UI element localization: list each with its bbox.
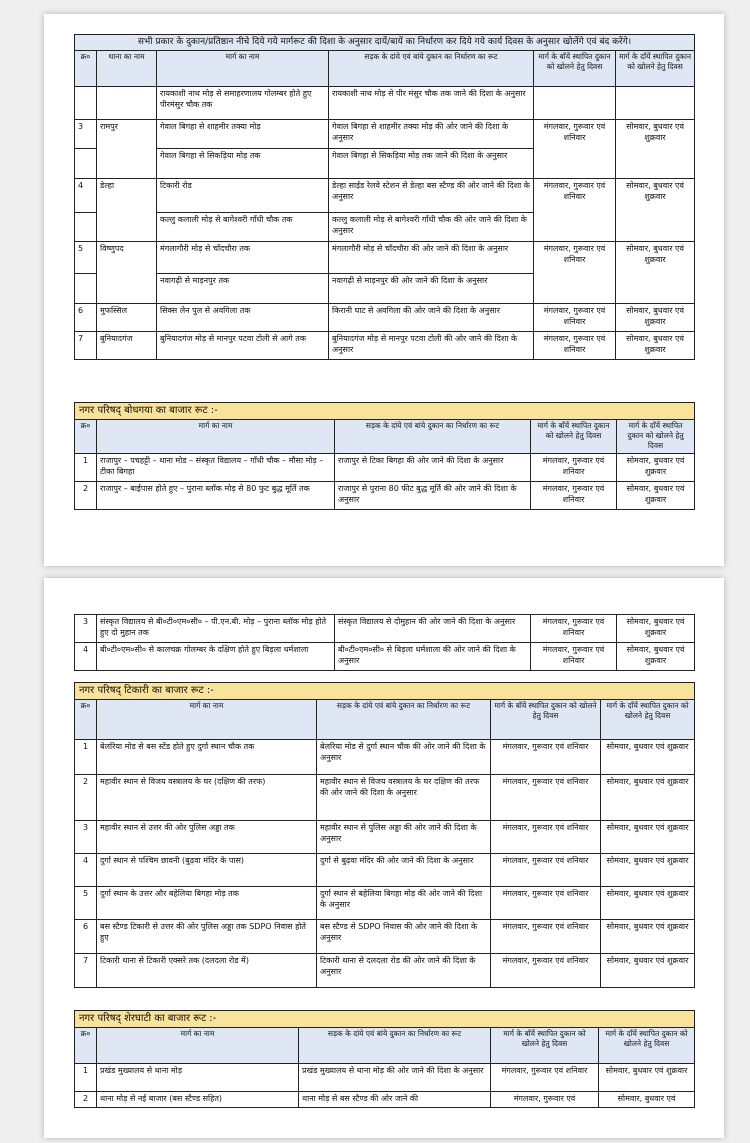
table-row	[75, 454, 695, 482]
header-serial: क्र०	[75, 51, 97, 87]
cell-route: दुर्गा से बुढ़वा मंदिर की ओर जाने की दिशा के अनुसार	[317, 854, 491, 887]
cell-serial: 3	[75, 615, 97, 643]
cell-right-days: सोमवार, बुधवार एवं शुक्रवार	[601, 740, 695, 775]
cell-marg: बस स्टैण्ड टिकारी से उत्तर की ओर पुलिस अड्डा तक SDPO निवास होते हुए	[97, 920, 317, 954]
cell-serial: 3	[75, 120, 97, 149]
cell-route: राजापुर से टिका बिगहा की ओर जाने की दिशा के अनुसार	[335, 454, 531, 482]
cell-left-days: मंगलवार, गुरूवार एवं शनिवार	[491, 854, 601, 887]
cell-route: कल्लु कलाली मोड़ से बागेश्वरी गाँधी चौक की ओर जाने की दिशा के अनुसार	[329, 213, 534, 242]
cell-thana: मुफस्सिल	[97, 304, 157, 332]
cell-route: किरानी घाट से अवगिला की ओर जाने की दिशा के अनुसार	[329, 304, 534, 332]
cell-serial: 2	[75, 1092, 97, 1108]
cell-thana: रामपुर	[97, 120, 157, 179]
cell-serial: 6	[75, 304, 97, 332]
table-row	[75, 615, 695, 643]
cell-marg: प्रखंड मुख्यालय से थाना मोड़	[97, 1064, 299, 1092]
table-row	[75, 954, 695, 988]
header-right-days: मार्ग के दाँयें स्थापित दुकान को खोलने हेतु दिवस	[616, 51, 695, 87]
table-row	[75, 87, 695, 120]
document-page-2	[44, 578, 724, 1138]
cell-right-days: सोमवार, बुधवार एवं शुक्रवार	[616, 242, 695, 304]
cell-left-days: मंगलवार, गुरूवार एवं शनिवार	[491, 920, 601, 954]
cell-marg: टिकारी रोड	[157, 179, 329, 213]
cell-left-days: मंगलवार, गुरूवार एवं शनिवार	[534, 120, 616, 179]
cell-thana: बुनियादगंज	[97, 332, 157, 360]
header-marg: मार्ग का नाम	[97, 1028, 299, 1064]
cell-route: बेलरिया मोड से दुर्गा स्थान चौक की ओर जाने की दिशा के अनुसार	[317, 740, 491, 775]
cell-route: रायकाशी नाथ मोड़ से पीर मंसुर चौक तक जाने की दिशा के अनुसार	[329, 87, 534, 120]
cell-left-days	[534, 87, 616, 120]
tekari-title: नगर परिषद् टिकारी का बाजार रूट :-	[75, 683, 695, 700]
cell-serial: 4	[75, 179, 97, 213]
document-page-1	[44, 14, 724, 566]
cell-serial: 6	[75, 920, 97, 954]
cell-right-days: सोमवार, बुधवार एवं शुक्रवार	[616, 332, 695, 360]
cell-right-days: सोमवार, बुधवार एवं शुक्रवार	[617, 482, 695, 510]
table-row	[75, 920, 695, 954]
cell-serial: 5	[75, 887, 97, 920]
table-row	[75, 304, 695, 332]
cell-serial: 1	[75, 740, 97, 775]
cell-marg: दुर्गा स्थान के उत्तर और बहेलिया बिगहा मोड़ तक	[97, 887, 317, 920]
table-row	[75, 120, 695, 149]
header-right-days: मार्ग के दाँयें स्थापित दुकान को खोलने हेतु दिवस	[601, 700, 695, 740]
cell-serial: 7	[75, 954, 97, 988]
table-row	[75, 242, 695, 274]
cell-serial: 7	[75, 332, 97, 360]
header-serial: क्र०	[75, 700, 97, 740]
cell-serial: 4	[75, 643, 97, 671]
cell-marg: महावीर स्थान से उत्तर की ओर पुलिस अड्डा तक	[97, 821, 317, 854]
cell-right-days: सोमवार, बुधवार एवं शुक्रवार	[616, 179, 695, 242]
cell-route: राजापुर से पुराना 80 फीट बुद्ध मूर्ति की ओर जाने की दिशा के अनुसार	[335, 482, 531, 510]
header-right-days: मार्ग के दाँयें स्थापित दुकान को खोलने हेतु दिवस	[617, 420, 695, 454]
cell-marg: महावीर स्थान से विजय वस्त्रालय के घर (दक्षिण की तरफ)	[97, 775, 317, 821]
cell-left-days: मंगलवार, गुरूवार एवं शनिवार	[531, 454, 617, 482]
cell-left-days: मंगलवार, गुरूवार एवं शनिवार	[531, 482, 617, 510]
cell-left-days: मंगलवार, गुरूवार एवं शनिवार	[531, 643, 617, 671]
cell-right-days: सोमवार, बुधवार एवं शुक्रवार	[601, 920, 695, 954]
cell-marg: गेवाल बिगहा से सिकड़िया मोड़ तक	[157, 149, 329, 179]
header-route: सड़क के दांये एवं बांये दुकान का निर्धारण का रूट	[299, 1028, 491, 1064]
cell-route: संस्कृत विद्यालय से दोमुहान की ओर जाने की दिशा के अनुसार	[335, 615, 531, 643]
cell-right-days: सोमवार, बुधवार एवं	[599, 1092, 695, 1108]
cell-serial: 5	[75, 242, 97, 274]
table-row	[75, 482, 695, 510]
cell-route: मंगलागौरी मोड़ से चाँदचौरा की ओर जाने की दिशा के अनुसार	[329, 242, 534, 274]
cell-left-days: मंगलवार, गुरूवार एवं शनिवार	[534, 332, 616, 360]
table-row	[75, 643, 695, 671]
cell-marg: मंगलागौरी मोड़ से चाँदचौरा तक	[157, 242, 329, 274]
cell-route: टिकारी थाना से दलदला रोड की ओर जाने की दिशा के अनुसार	[317, 954, 491, 988]
cell-right-days: सोमवार, बुधवार एवं शुक्रवार	[601, 854, 695, 887]
cell-left-days: मंगलवार, गुरूवार एवं शनिवार	[534, 242, 616, 304]
cell-serial: 4	[75, 854, 97, 887]
cell-left-days: मंगलवार, गुरूवार एवं शनिवार	[491, 1064, 599, 1092]
cell-marg: राजापुर – पचहट्टी – थाना मोड – संस्कृत विद्यालय – गाँधी चौक – मौसा मोड़ – टीका बिगहा	[97, 454, 335, 482]
cell-thana	[97, 87, 157, 120]
cell-right-days: सोमवार, बुधवार एवं शुक्रवार	[617, 615, 695, 643]
cell-left-days: मंगलवार, गुरूवार एवं शनिवार	[531, 615, 617, 643]
cell-serial	[75, 213, 97, 242]
cell-serial: 1	[75, 1064, 97, 1092]
cell-marg: राजापुर – बाईपास होते हुए – पुराना ब्लॉक मोड़ से 80 फुट बुद्ध मूर्ति तक	[97, 482, 335, 510]
cell-route: गेवाल बिगहा से सिकड़िया मोड़ तक जाने की दिशा के अनुसार	[329, 149, 534, 179]
header-route: सड़क के दांये एवं बांये दुकान का निर्धारण का रूट	[329, 51, 534, 87]
cell-right-days: सोमवार, बुधवार एवं शुक्रवार	[616, 304, 695, 332]
header-left-days: मार्ग के बाँयें स्थापित दुकान को खोलने हेतु दिवस	[491, 1028, 599, 1064]
cell-route: महावीर स्थान से पुलिस अड्डा की ओर जाने की दिशा के अनुसार	[317, 821, 491, 854]
cell-serial: 3	[75, 821, 97, 854]
cell-left-days: मंगलवार, गुरूवार एवं शनिवार	[534, 179, 616, 242]
cell-right-days: सोमवार, बुधवार एवं शुक्रवार	[599, 1064, 695, 1092]
cell-marg: बेलरिया मोड से बस स्टेंड होते हुए दुर्गा स्थान चौक तक	[97, 740, 317, 775]
cell-right-days: सोमवार, बुधवार एवं शुक्रवार	[617, 643, 695, 671]
sherghati-route-table	[74, 1010, 694, 1108]
thana-route-table	[74, 34, 694, 360]
cell-route: गेवाल बिगहा से शाहमीर तक्या मोड़ की ओर जाने की दिशा के अनुसार	[329, 120, 534, 149]
cell-thana: डेल्हा	[97, 179, 157, 242]
table-row	[75, 179, 695, 213]
cell-route: थाना मोड़ से बस स्टैण्ड की ओर जाने की	[299, 1092, 491, 1108]
header-route: सड़क के दांये एवं बांये दुकान का निर्धारण का रूट	[335, 420, 531, 454]
cell-marg: नवागढ़ी से माड़नपुर तक	[157, 274, 329, 304]
cell-serial	[75, 87, 97, 120]
cell-route: महावीर स्थान से विजय वस्त्रालय के घर दक्षिण की तरफ की ओर जाने की दिशा के अनुसार	[317, 775, 491, 821]
header-left-days: मार्ग के बाँयें स्थापित दुकान को खोलने हेतु दिवस	[491, 700, 601, 740]
table-row	[75, 332, 695, 360]
header-right-days: मार्ग के दाँयें स्थापित दुकान को खोलने हेतु दिवस	[599, 1028, 695, 1064]
cell-left-days: मंगलवार, गुरूवार एवं शनिवार	[491, 821, 601, 854]
header-serial: क्र०	[75, 420, 97, 454]
table-row	[75, 821, 695, 854]
header-left-days: मार्ग के बाँयें स्थापित दुकान को खोलने हेतु दिवस	[534, 51, 616, 87]
cell-serial: 2	[75, 775, 97, 821]
header-marg: मार्ग का नाम	[157, 51, 329, 87]
cell-marg: सिक्स लेन पुल से अवगिला तक	[157, 304, 329, 332]
intro-title: सभी प्रकार के दुकान/प्रतिष्ठान नीचे दिये गये मार्गरूट की दिशा के अनुसार दायें/बायें का निर्धारण कर दिये गये कार्य दिवस के अनुसार खोलेंगे एवं बंद करेंगे।	[75, 35, 695, 51]
cell-route: दुर्गा स्थान से बहेलिया बिगहा मोड़ की ओर जाने की दिशा के अनुसार	[317, 887, 491, 920]
cell-left-days: मंगलवार, गुरूवार एवं शनिवार	[491, 775, 601, 821]
cell-left-days: मंगलवार, गुरूवार एवं शनिवार	[491, 740, 601, 775]
tekari-route-table	[74, 682, 694, 988]
header-route: सड़क के दांये एवं बांये दुकान का निर्धारण का रूट	[317, 700, 491, 740]
cell-serial	[75, 149, 97, 179]
cell-marg: कल्लु कलाली मोड़ से बागेश्वरी गाँधी चौक तक	[157, 213, 329, 242]
cell-right-days: सोमवार, बुधवार एवं शुक्रवार	[617, 454, 695, 482]
cell-left-days: मंगलवार, गुरूवार एवं शनिवार	[491, 887, 601, 920]
cell-thana: विष्णुपद	[97, 242, 157, 304]
cell-marg: संस्कृत विद्यालय से बी०टी०एम०सी० – पी.एन.बी. मोड़ – पुराना ब्लॉक मोड़ होते हुए दो मुहान तक	[97, 615, 335, 643]
cell-right-days	[616, 87, 695, 120]
header-marg: मार्ग का नाम	[97, 420, 335, 454]
cell-left-days: मंगलवार, गुरूवार एवं	[491, 1092, 599, 1108]
bodhgaya-title: नगर परिषद् बोधगया का बाजार रूट :-	[75, 403, 695, 420]
header-serial: क्र०	[75, 1028, 97, 1064]
cell-marg: थाना मोड़ से नई बाजार (बस स्टैण्ड सहित)	[97, 1092, 299, 1108]
cell-route: बस स्टैण्ड से SDPO निवास की ओर जाने की दिशा के अनुसार	[317, 920, 491, 954]
header-thana: थाना का नाम	[97, 51, 157, 87]
cell-right-days: सोमवार, बुधवार एवं शुक्रवार	[601, 887, 695, 920]
cell-route: नवागढ़ी से माड़नपुर की ओर जाने की दिशा के अनुसार	[329, 274, 534, 304]
table-row	[75, 887, 695, 920]
cell-route: बी०टी०एम०सी० से बिड़ला धर्मशाला की ओर जाने की दिशा के अनुसार	[335, 643, 531, 671]
table-row	[75, 1064, 695, 1092]
bodhgaya-continued-table	[74, 614, 694, 671]
cell-right-days: सोमवार, बुधवार एवं शुक्रवार	[601, 775, 695, 821]
header-left-days: मार्ग के बाँयें स्थापित दुकान को खोलने हेतु दिवस	[531, 420, 617, 454]
table-row	[75, 775, 695, 821]
cell-serial: 2	[75, 482, 97, 510]
cell-right-days: सोमवार, बुधवार एवं शुक्रवार	[601, 821, 695, 854]
cell-marg: बी०टी०एम०सी० से कालचक्र गोलम्बर के दक्षिण होते हुए बिड़ला धर्मशाला	[97, 643, 335, 671]
bodhgaya-route-table	[74, 402, 694, 510]
cell-right-days: सोमवार, बुधवार एवं शुक्रवार	[616, 120, 695, 179]
cell-marg: दुर्गा स्थान से पश्चिम छावनी (बुढ़वा मंदिर के पास)	[97, 854, 317, 887]
cell-marg: टिकारी थाना से टिकारी एक्सरे तक (दलदला रोड में)	[97, 954, 317, 988]
cell-left-days: मंगलवार, गुरूवार एवं शनिवार	[491, 954, 601, 988]
table-row	[75, 854, 695, 887]
cell-route: डेल्हा साईड रेलवे स्टेशन से डेल्हा बस स्टैण्ड की ओर जाने की दिशा के अनुसार	[329, 179, 534, 213]
cell-marg: बुनियादगंज मोड़ से मानपुर पटवा टोली से आगे तक	[157, 332, 329, 360]
table-row	[75, 740, 695, 775]
header-marg: मार्ग का नाम	[97, 700, 317, 740]
cell-serial: 1	[75, 454, 97, 482]
cell-route: प्रखंड मुख्यालय से थाना मोड़ की ओर जाने की दिशा के अनुसार	[299, 1064, 491, 1092]
table-row	[75, 1092, 695, 1108]
cell-right-days: सोमवार, बुधवार एवं शुक्रवार	[601, 954, 695, 988]
cell-marg: गेवाल बिगहा से शाहमीर तक्या मोड़	[157, 120, 329, 149]
cell-marg: रायकाशी नाथ मोड़ से समाहरणालय गोलम्बर होते हुए पीरमंसुर चौक तक	[157, 87, 329, 120]
cell-route: बुनियादगंज मोड़ से मानपुर पटवा टोली की ओर जाने की दिशा के अनुसार	[329, 332, 534, 360]
sherghati-title: नगर परिषद् शेरघाटी का बाजार रूट :-	[75, 1011, 695, 1028]
cell-left-days: मंगलवार, गुरूवार एवं शनिवार	[534, 304, 616, 332]
cell-serial	[75, 274, 97, 304]
